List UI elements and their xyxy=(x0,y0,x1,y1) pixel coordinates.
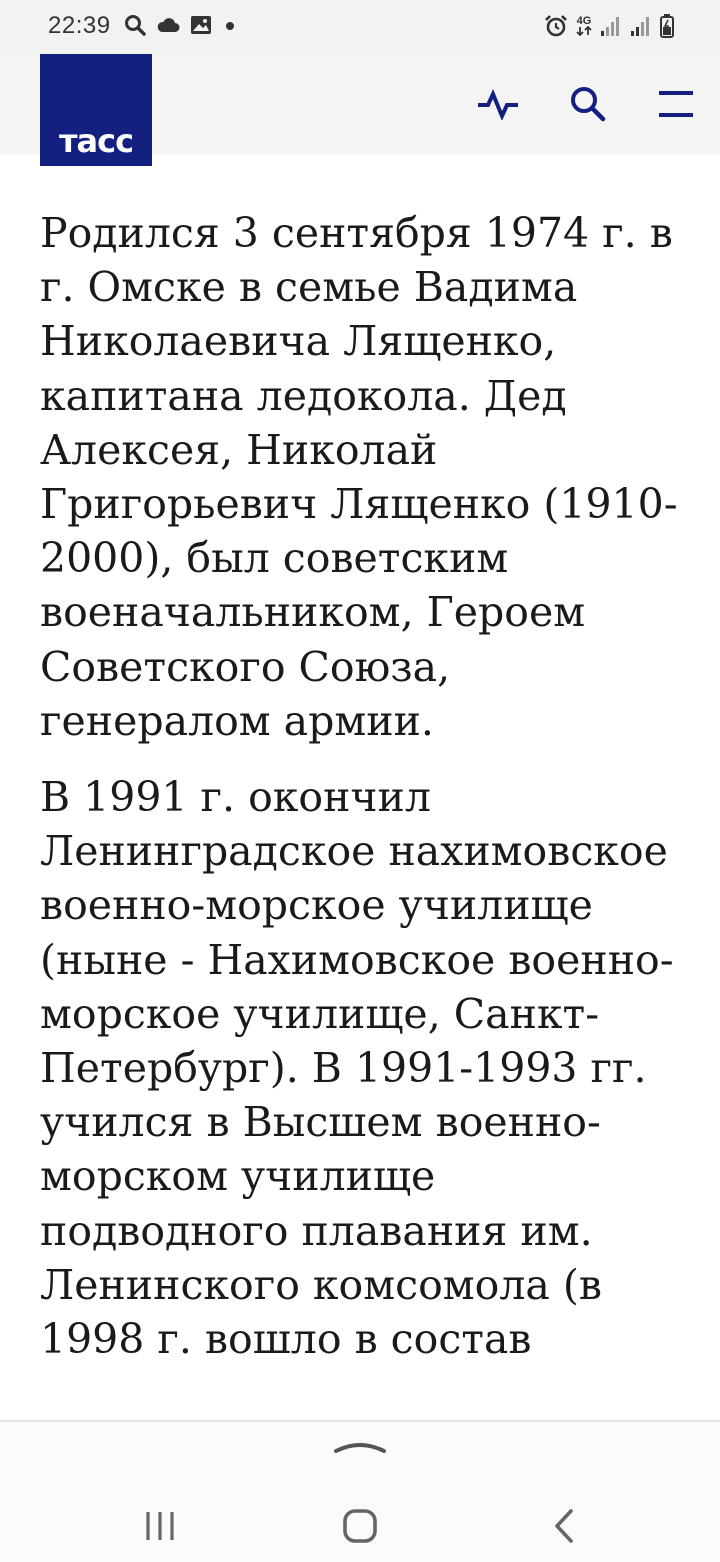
chevron-up-icon xyxy=(332,1437,388,1455)
status-time: 22:39 xyxy=(48,12,111,39)
alarm-icon xyxy=(544,14,568,38)
home-icon xyxy=(342,1508,378,1544)
app-header xyxy=(0,54,720,160)
logo-text: тасс xyxy=(58,122,134,160)
dot-icon xyxy=(222,17,238,33)
home-button[interactable] xyxy=(332,1498,388,1554)
recent-apps-button[interactable] xyxy=(132,1498,188,1554)
tass-logo[interactable] xyxy=(40,54,152,166)
search-button[interactable] xyxy=(564,80,612,128)
status-bar xyxy=(0,0,720,54)
status-system-icons xyxy=(544,14,674,38)
search-icon xyxy=(124,14,146,36)
live-feed-button[interactable] xyxy=(474,80,522,128)
back-icon xyxy=(552,1508,576,1544)
recent-apps-icon xyxy=(143,1509,177,1543)
article-paragraph: Родился 3 сентября 1974 г. в г. Омске в семье Вадима Николаевича Лященко, капитана ледокола. Дед Алексея, Николай Григорьевич Лященко (1910-2000), был советским военачальником, Героем Советского Союза, генералом армии. xyxy=(40,209,678,745)
article-paragraph: В 1991 г. окончил Ленинградское нахимовское военно-морское училище (ныне - Нахимовское военно-морское училище, Санкт-Петербург). В 1991-1993 гг. учился в Высшем военно-морском училище подводного плавания им. Ленинского комсомола (в 1998 г. вошло в состав xyxy=(40,773,674,1364)
signal-icon xyxy=(630,15,652,37)
network-4g-icon xyxy=(576,16,592,36)
search-icon xyxy=(569,85,607,123)
menu-button[interactable] xyxy=(652,80,700,128)
system-nav-bar xyxy=(0,1420,720,1562)
network-label: 4G xyxy=(576,15,592,27)
pulse-icon xyxy=(476,88,520,120)
expand-panel-button[interactable] xyxy=(330,1432,390,1460)
signal-icon xyxy=(600,15,622,37)
battery-icon xyxy=(660,14,674,38)
status-notification-icons xyxy=(124,14,238,36)
menu-icon xyxy=(657,89,695,119)
back-button[interactable] xyxy=(536,1498,592,1554)
cloud-icon xyxy=(156,16,180,34)
image-icon xyxy=(190,15,212,35)
article-body xyxy=(40,206,690,1388)
